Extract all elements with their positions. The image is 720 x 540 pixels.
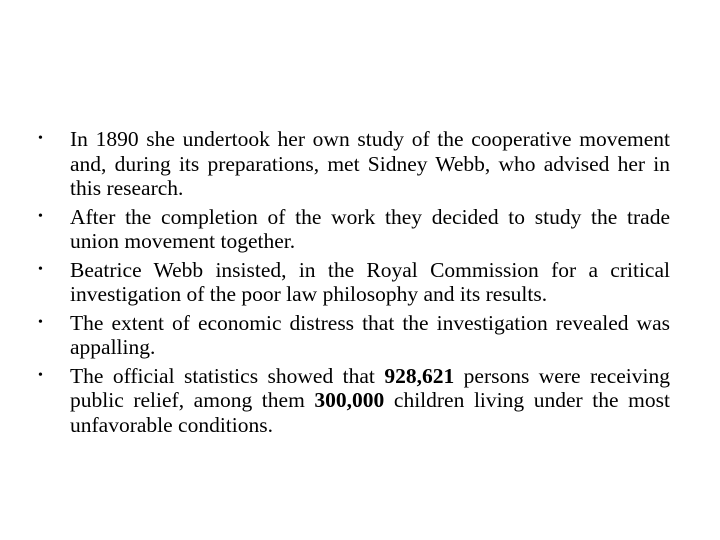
bullet-text: In 1890 she undertook her own study of the cooperative movement and, during its preparations, met Sidney Webb, who advised her in this research. (70, 127, 670, 200)
bullet-item (38, 364, 670, 438)
bullet-item (38, 311, 670, 360)
bullet-text-part: The official statistics showed that (70, 363, 385, 388)
bullet-item (38, 127, 670, 201)
bullet-text-part: persons were receiving public relief, among them (70, 363, 670, 412)
relief-persons-count: 928,621 (384, 363, 455, 388)
bullet-dot-icon: • (38, 367, 43, 383)
bullet-text (70, 364, 670, 437)
bullet-dot-icon: • (38, 261, 43, 277)
bullet-text: The extent of economic distress that the investigation revealed was appalling. (70, 310, 670, 359)
bullet-dot-icon: • (38, 208, 43, 224)
bullet-dot-icon: • (38, 314, 43, 330)
children-count: 300,000 (314, 388, 385, 412)
bullet-dot-icon: • (38, 131, 43, 146)
bullet-text: Beatrice Webb insisted, in the Royal Commission for a critical investigation of the poor law philosophy and its results. (70, 257, 670, 306)
bullet-text-part: children living under the most unfavorable conditions. (70, 388, 670, 437)
bullet-text: After the completion of the work they decided to study the trade union movement together. (70, 204, 670, 253)
bullet-item (38, 258, 670, 307)
bullet-item (38, 205, 670, 254)
bullet-list (38, 127, 670, 441)
